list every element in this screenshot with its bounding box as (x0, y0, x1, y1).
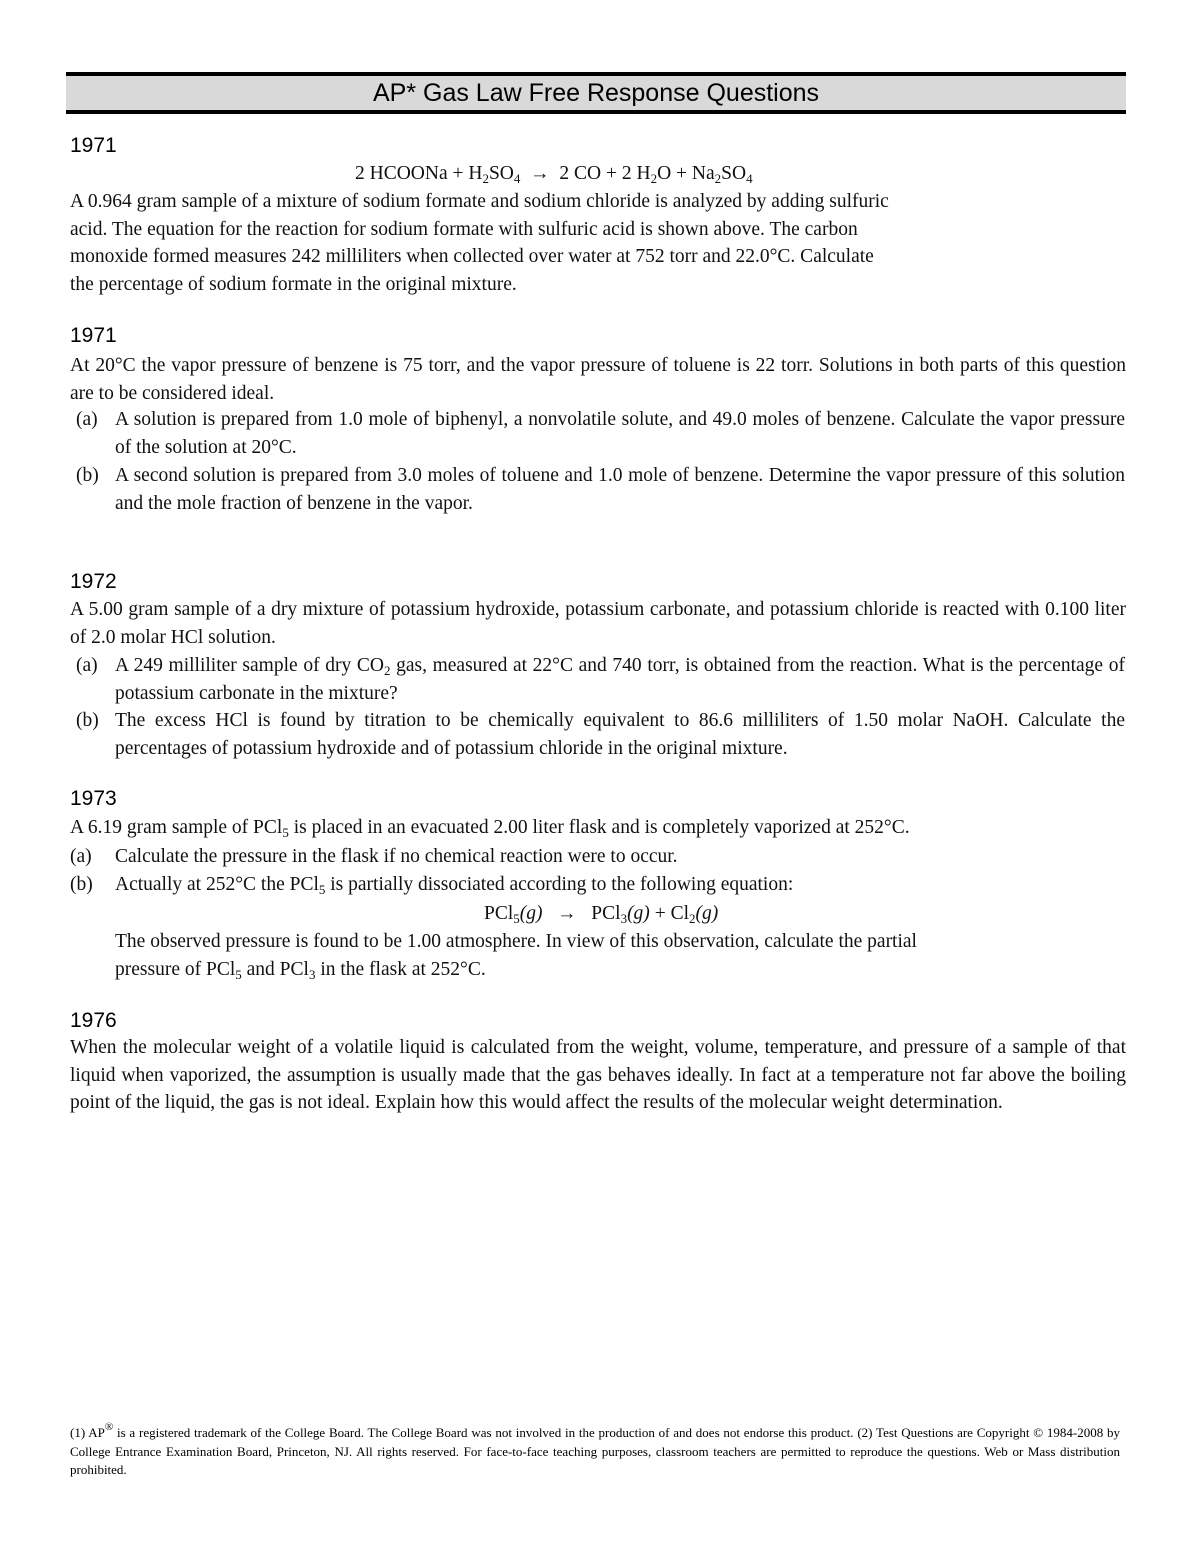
question-4a-label: (a) (70, 846, 92, 867)
copyright-footer: (1) AP® is a registered trademark of the College Board. The College Board was not involved in the production of and does not endorse this product. (2) Test Questions are Copyright © 1984-2008 by College Entrance Examination Board, Princeton, NJ. All rights reserved. For face-to-face teaching purposes, classroom teachers are permitted to reproduce the questions. Web or Mass distribution prohibited. (70, 1421, 1120, 1477)
question-3-intro: A 5.00 gram sample of a dry mixture of potassium hydroxide, potassium carbonate, and potassium chloride is reacted with 0.100 liter of 2.0 molar HCl solution. (70, 599, 1126, 648)
question-3-year: 1972 (70, 570, 117, 593)
question-4-intro: A 6.19 gram sample of PCl$_5$ is placed in an evacuated 2.00 liter flask and is completely vaporized at 252°C. (70, 817, 910, 840)
question-2-intro: At 20°C the vapor pressure of benzene is 75 torr, and the vapor pressure of toluene is 22 torr. Solutions in both parts of this question are to be considered ideal. (70, 355, 1126, 404)
page-title: AP* Gas Law Free Response Questions (66, 72, 1126, 114)
question-1-line: the percentage of sodium formate in the original mixture. (70, 273, 517, 295)
question-1-equation: 2 HCOONa + $H_2SO_4 \to 2$ CO + 2 $H_2O + Na_2SO_4$ (355, 163, 753, 186)
question-1-year: 1971 (70, 134, 117, 157)
question-5-year: 1976 (70, 1009, 117, 1032)
question-4b-text: Actually at 252°C the PCl$_5$ is partially dissociated according to the following equation: (115, 874, 794, 897)
question-3b-label: (b) (76, 710, 99, 731)
question-4a-text: Calculate the pressure in the flask if no chemical reaction were to occur. (115, 846, 678, 867)
question-1-line: monoxide formed measures 242 milliliters when collected over water at 752 torr and 22.0°C. Calculate (70, 246, 874, 267)
question-4-year: 1973 (70, 787, 117, 810)
question-1-line: acid. The equation for the reaction for sodium formate with sulfuric acid is shown above. The carbon (70, 218, 858, 240)
question-2-year: 1971 (70, 324, 117, 347)
question-4-observation-line: The observed pressure is found to be 1.00 atmosphere. In view of this observation, calculate the partial (115, 931, 917, 952)
question-2a-text: A solution is prepared from 1.0 mole of biphenyl, a nonvolatile solute, and 49.0 moles of benzene. Calculate the vapor pressure of the solution at 20°C. (115, 409, 1125, 458)
question-3a-text: A 249 milliliter sample of dry $CO_2$ gas, measured at 22°C and 740 torr, is obtained from the reaction. What is the percentage of potassium carbonate in the mixture? (115, 655, 1125, 704)
question-2b-text: A second solution is prepared from 3.0 moles of toluene and 1.0 mole of benzene. Determine the vapor pressure of this solution and the mole fraction of benzene in the vapor. (115, 465, 1125, 514)
question-4-observation (115, 928, 1125, 983)
question-4-equation: $PCl_5(g) \to PCl_3(g) + Cl_2(g)$ (484, 903, 719, 926)
question-5-text: When the molecular weight of a volatile liquid is calculated from the weight, volume, temperature, and pressure of a sample of that liquid when vaporized, the assumption is usually made that the gas behaves ideally. In fact at a temperature not far above the boiling point of the liquid, the gas is not ideal. Explain how this would affect the results of the molecular weight determination. (70, 1037, 1126, 1113)
question-2a-label: (a) (76, 409, 98, 430)
question-1-text (70, 188, 1126, 298)
question-4-observation-line: pressure of PCl$_5$ and PCl$_3$ in the flask at 252°C. (115, 958, 486, 982)
question-2b-label: (b) (76, 465, 99, 486)
question-3b-text: The excess HCl is found by titration to be chemically equivalent to 86.6 milliliters of 1.50 molar NaOH. Calculate the percentages of potassium hydroxide and of potassium chloride in the original mixture. (115, 710, 1125, 759)
question-3a-label: (a) (76, 655, 98, 676)
question-4b-label: (b) (70, 874, 93, 895)
question-1-line: A 0.964 gram sample of a mixture of sodium formate and sodium chloride is analyzed by adding sulfuric (70, 191, 889, 212)
